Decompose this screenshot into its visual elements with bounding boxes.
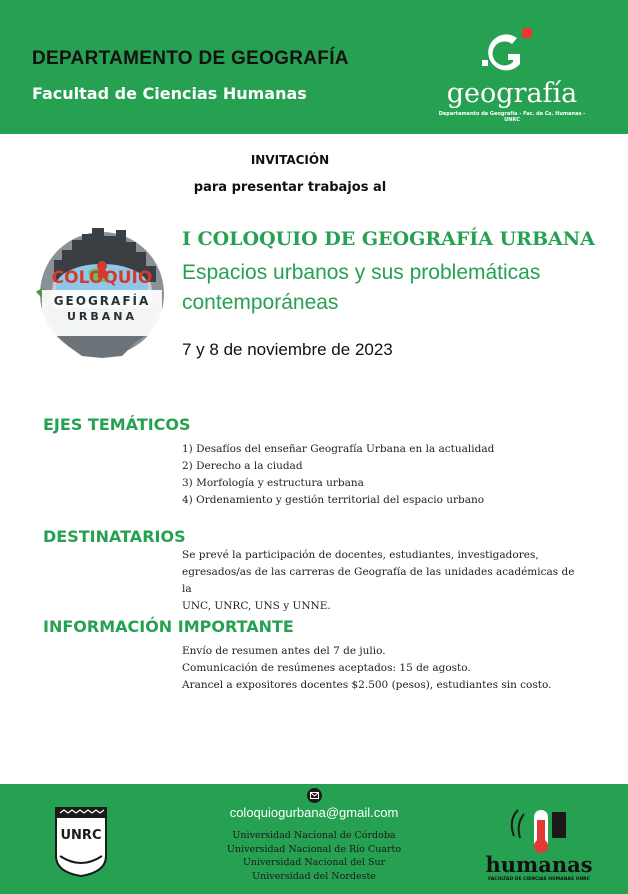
paragraph-line: Se prevé la participación de docentes, estudiantes, investigadores,: [182, 549, 539, 561]
header-band: [0, 0, 628, 134]
contact-email[interactable]: coloquiogurbana@gmail.com: [229, 805, 399, 820]
list-item: 4) Ordenamiento y gestión territorial del espacio urbano: [182, 494, 485, 506]
list-item: 2) Derecho a la ciudad: [182, 460, 303, 472]
unrc-logo-text: UNRC: [60, 828, 102, 843]
paragraph-line: egresados/as de las carreras de Geografía de las unidades académicas de la: [182, 566, 575, 595]
paragraph-line: Comunicación de resúmenes aceptados: 15 de agosto.: [182, 662, 471, 674]
university-name: Universidad Nacional de Córdoba: [232, 830, 396, 841]
coloquio-badge: [32, 222, 172, 364]
invitation-subheading: para presentar trabajos al: [193, 180, 387, 195]
destinatarios-heading: DESTINATARIOS: [43, 527, 186, 546]
faculty-title: Facultad de Ciencias Humanas: [32, 84, 307, 103]
list-item: 1) Desafíos del enseñar Geografía Urbana en la actualidad: [182, 443, 495, 455]
list-item: 3) Morfología y estructura urbana: [182, 477, 364, 489]
event-title: I COLOQUIO DE GEOGRAFÍA URBANA: [182, 228, 595, 250]
university-name: Universidad Nacional del Sur: [242, 857, 386, 868]
email-icon: [307, 788, 322, 803]
event-date: 7 y 8 de noviembre de 2023: [182, 340, 393, 359]
paragraph-line: Envío de resumen antes del 7 de julio.: [182, 645, 386, 657]
badge-word-urbana: URBANA: [66, 310, 138, 323]
city-globe-icon: [32, 222, 172, 364]
humanas-thermometer-icon: [484, 806, 594, 854]
badge-word-geografia: GEOGRAFÍA: [53, 294, 151, 308]
geografia-logo-word: geografía: [446, 78, 578, 109]
geografia-logo-subtitle: Departamento de Geografía - Fac. de Cs. Humanas - UNRC: [438, 111, 586, 123]
paragraph-line: UNC, UNRC, UNS y UNNE.: [182, 600, 331, 612]
ejes-heading: EJES TEMÁTICOS: [43, 415, 191, 434]
badge-word-coloquio: COLOQUIO: [51, 268, 153, 288]
department-title: DEPARTAMENTO DE GEOGRAFÍA: [32, 48, 349, 69]
geografia-logo: [438, 28, 586, 123]
universities-list: [214, 829, 414, 883]
invitation-heading: INVITACIÓN: [250, 153, 330, 167]
destinatarios-text: [182, 547, 582, 615]
humanas-logo-word: humanas: [485, 852, 593, 877]
paragraph-line: Arancel a expositores docentes $2.500 (pesos), estudiantes sin costo.: [182, 679, 552, 691]
university-name: Universidad del Nordeste: [252, 870, 376, 882]
event-subtitle: Espacios urbanos y sus problemáticas contemporáneas: [182, 261, 541, 314]
humanas-logo: [484, 806, 594, 886]
humanas-logo-subtitle: FACULTAD DE CIENCIAS HUMANAS UNRC: [488, 877, 590, 882]
university-name: Universidad Nacional de Río Cuarto: [226, 843, 402, 855]
ejes-list: [182, 441, 582, 509]
g-letter-logo-icon: [482, 28, 542, 76]
info-text: [182, 643, 582, 694]
info-heading: INFORMACIÓN IMPORTANTE: [43, 617, 294, 636]
